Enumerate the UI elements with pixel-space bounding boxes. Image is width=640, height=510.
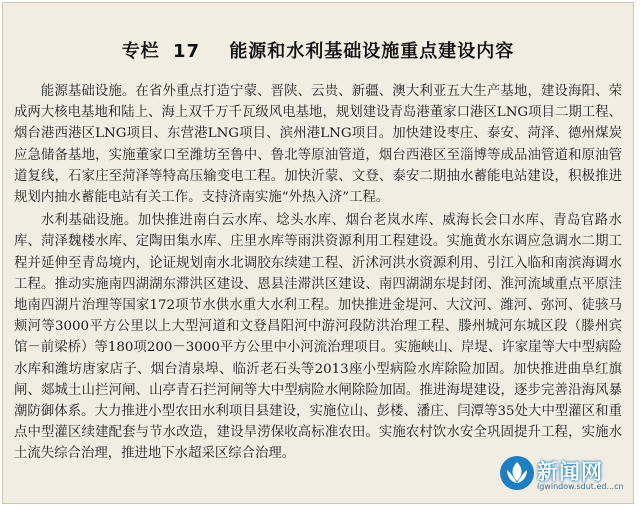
watermark-name: 新闻网 (537, 460, 603, 484)
title-text: 能源和水利基础设施重点建设内容 (229, 41, 515, 62)
paragraph-energy: 能源基础设施。在省外重点打造宁蒙、晋陕、云贵、新疆、澳大利亚五大生产基地，建设海阳、荣成两大核电基地和陆上、海上双千万千瓦级风电基地，规划建设青岛港董家口港区LNG项目二期工程、烟台港西港区LNG项目、东营港LNG项目、滨州港LNG项目。加快建设枣庄、泰安、菏泽、德州煤炭应急储备基地，实施董家口至潍坊至鲁中、鲁北等原油管道，烟台西港区至淄博等成品油管道和原油管道复线，石家庄至菏泽等特高压输变电工程。加快沂蒙、文登、泰安二期抽水蓄能电站建设，积极推进规划内抽水蓄能电站有关工作。支持济南实施“外热入济”工程。 (14, 84, 622, 206)
watermark-url: lgwindow.sdut.ed...cn (537, 482, 624, 491)
feature-box (2, 2, 634, 504)
box-content (14, 81, 622, 467)
title-prefix: 专栏 (121, 41, 160, 62)
lotus-logo-icon (499, 455, 535, 491)
paragraph-water: 水利基础设施。加快推进南白云水库、埝头水库、烟台老岚水库、威海长会口水库、青岛官路水库、菏泽魏楼水库、定陶田集水库、庄里水库等雨洪资源利用工程建设。实施黄水东调应急调水二期工程并延伸至青岛境内，论证规划南水北调胶东续建工程、沂沭河洪水资源利用、引江入临和南滨海调水工程。推动实施南四湖湖东滞洪区建设、恩县洼滞洪区建设、南四湖湖东堤封闭、淮河流域重点平原洼地南四湖片治理等国家172项节水供水重大水利工程。加快推进金堤河、大汶河、潍河、弥河、徒骇马颊河等3000平方公里以上大型河道和文登昌阳河中游河段防洪治理工程、滕州城河东城区段（滕州宾馆－前梁桥）等180项200－3000平方公里中小河流治理项目。实施峡山、岸堤、许家崖等大中型病险水库和潍坊唐家店子、烟台清泉埠、临沂老石头等2013座小型病险水库除险加固。加快推进曲阜红旗闸、郯城土山拦河闸、山亭青石拦河闸等大中型病险水闸除险加固。推进海堤建设，逐步完善沿海风暴潮防御体系。大力推进小型农田水利项目县建设，实施位山、彭楼、潘庄、闫潭等35处大中型灌区和重点中型灌区续建配套与节水改造，建设旱涝保收高标准农田。实施农村饮水安全巩固提升工程，实施水土流失综合治理，推进地下水超采区综合治理。 (14, 213, 622, 462)
title-number: 17 (172, 41, 201, 62)
box-title (3, 37, 633, 63)
watermark-logo (499, 455, 627, 493)
